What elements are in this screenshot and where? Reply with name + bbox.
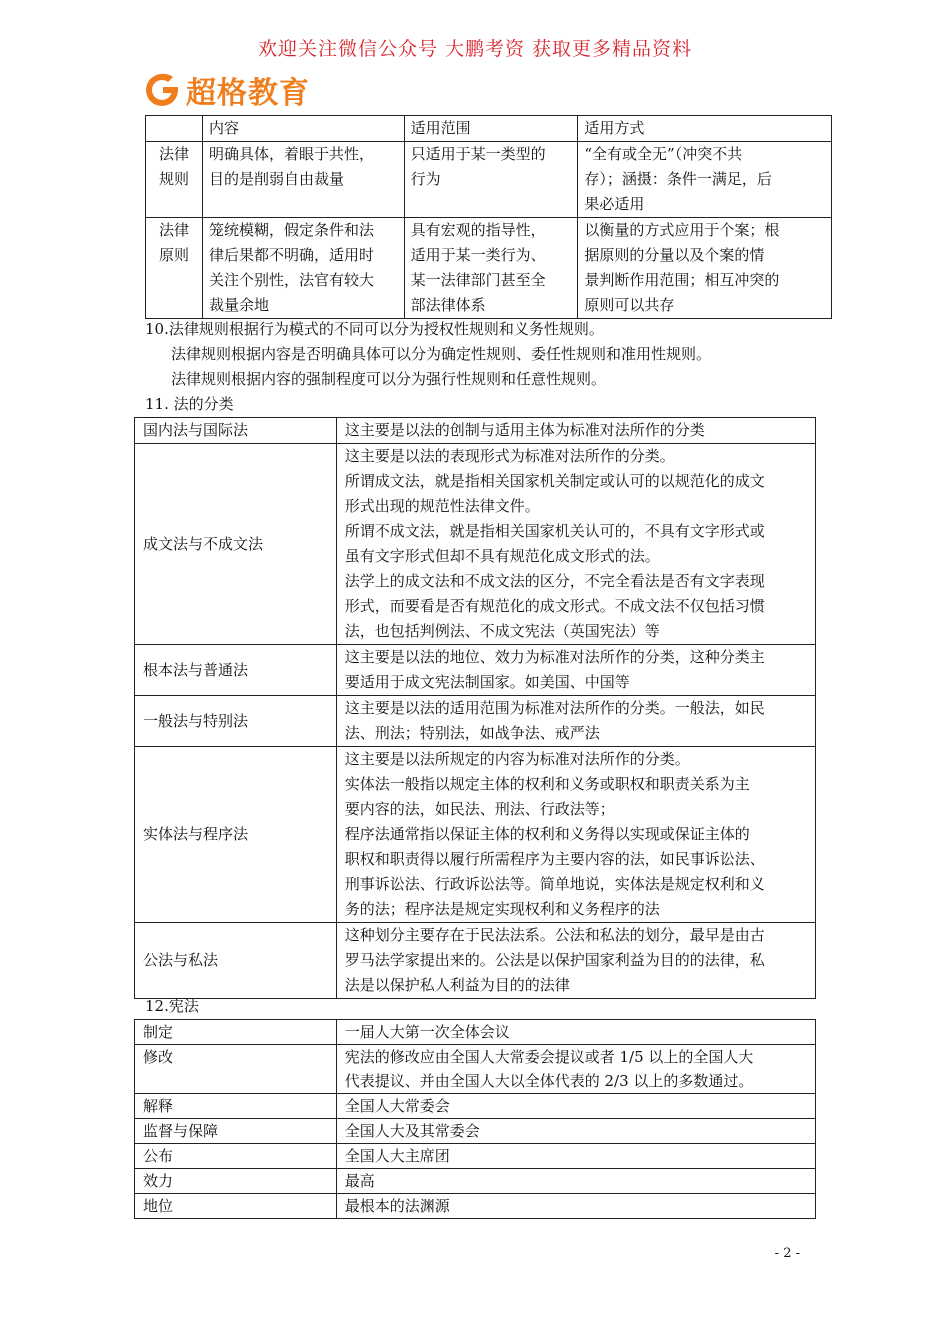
row-label-line: 法律 (158, 221, 189, 239)
constitution-table (134, 1019, 816, 1219)
header-cell: 适用范围 (404, 116, 578, 142)
cell-line: 这主要是以法的地位、效力为标准对法所作的分类，这种分类主 (344, 648, 765, 666)
table-row (135, 747, 816, 923)
table-row (135, 923, 816, 999)
cell-line: 明确具体，着眼于共性， (208, 145, 374, 163)
cell-line: 所谓不成文法，就是指相关国家机关认可的，不具有文字形式或 (344, 522, 765, 540)
logo-text: 超格教育 (186, 76, 310, 111)
row-label-line: 法律 (158, 145, 189, 163)
row-label-line: 原则 (158, 246, 189, 264)
cell-line: 要内容的法，如民法、刑法、行政法等； (344, 800, 615, 818)
cell-line: 务的法；程序法是规定实现权利和义务程序的法 (344, 900, 660, 918)
cell-line: 法，也包括判例法、不成文宪法（英国宪法）等 (344, 622, 660, 640)
cell-line: 实体法一般指以规定主体的权利和义务或职权和职责关系为主 (344, 775, 750, 793)
table-row (135, 444, 816, 645)
section-11-title: 11. 法的分类 (145, 395, 234, 413)
cell-line: 全国人大及其常委会 (344, 1122, 480, 1140)
page-number: - 2 - (774, 1246, 800, 1261)
cell-line: 罗马法学家提出来的。公法是以保护国家利益为目的的法律，私 (344, 951, 765, 969)
rules-principles-table (145, 115, 832, 319)
classification-key: 实体法与程序法 (135, 747, 337, 923)
cell-line: 部法律体系 (410, 296, 486, 314)
classification-key: 根本法与普通法 (135, 645, 337, 696)
cell-line: 关注个别性，法官有较大 (208, 271, 374, 289)
logo (142, 70, 310, 110)
cell-line: 程序法通常指以保证主体的权利和义务得以实现或保证主体的 (344, 825, 750, 843)
cell-line: 这种划分主要存在于民法法系。公法和私法的划分，最早是由古 (344, 926, 765, 944)
constitution-key: 制定 (135, 1020, 337, 1045)
cell-line: 原则可以共存 (584, 296, 675, 314)
cell-line: 刑事诉讼法、行政诉讼法等。简单地说，实体法是规定权利和义 (344, 875, 765, 893)
promo-banner: 欢迎关注微信公众号 大鹏考资 获取更多精品资料 (257, 38, 693, 60)
header-cell: 内容 (202, 116, 404, 142)
constitution-key: 公布 (135, 1144, 337, 1169)
cell-line: “全有或全无”（冲突不共 (584, 145, 743, 163)
constitution-key: 地位 (135, 1194, 337, 1219)
table-row (135, 696, 816, 747)
cell-line: 笼统模糊，假定条件和法 (208, 221, 374, 239)
cell-line: 行为 (410, 170, 441, 188)
section-10-line: 法律规则根据内容是否明确具体可以分为确定性规则、委任性规则和准用性规则。 (171, 345, 712, 363)
cell-line: 最高 (344, 1172, 375, 1190)
cell-line: 律后果都不明确，适用时 (208, 246, 374, 264)
section-10-line: 10.法律规则根据行为模式的不同可以分为授权性规则和义务性规则。 (145, 320, 604, 338)
table-row (146, 218, 832, 319)
g-arrow-logo-icon (142, 70, 182, 110)
cell-line: 最根本的法渊源 (344, 1197, 450, 1215)
cell-line: 适用于某一类行为、 (410, 246, 546, 264)
cell-line: 景判断作用范围；相互冲突的 (584, 271, 780, 289)
cell-line: 裁量余地 (208, 296, 269, 314)
cell-line: 全国人大主席团 (344, 1147, 450, 1165)
classification-key: 国内法与国际法 (135, 418, 337, 444)
table-row (135, 1045, 816, 1094)
cell-line: 全国人大常委会 (344, 1097, 450, 1115)
cell-line: 只适用于某一类型的 (410, 145, 546, 163)
cell-line: 法是以保护私人利益为目的的法律 (344, 976, 570, 994)
cell-line: 形式出现的规范性法律文件。 (344, 497, 540, 515)
cell-line: 虽有文字形式但却不具有规范化成文形式的法。 (344, 547, 660, 565)
constitution-key: 效力 (135, 1169, 337, 1194)
table-row (135, 1169, 816, 1194)
cell-line: 职权和职责得以履行所需程序为主要内容的法，如民事诉讼法、 (344, 850, 765, 868)
cell-line: 所谓成文法，就是指相关国家机关制定或认可的以规范化的成文 (344, 472, 765, 490)
cell-line: 具有宏观的指导性， (410, 221, 546, 239)
cell-line: 以衡量的方式应用于个案；根 (584, 221, 780, 239)
table-row (135, 1194, 816, 1219)
cell-line: 形式，而要看是否有规范化的成文形式。不成文法不仅包括习惯 (344, 597, 765, 615)
table-row (135, 1020, 816, 1045)
constitution-key: 解释 (135, 1094, 337, 1119)
cell-line: 这主要是以法所规定的内容为标准对法所作的分类。 (344, 750, 690, 768)
section-10-line: 法律规则根据内容的强制程度可以分为强行性规则和任意性规则。 (171, 370, 607, 388)
table-row (135, 418, 816, 444)
cell-line: 这主要是以法的创制与适用主体为标准对法所作的分类 (344, 421, 705, 439)
header-cell: 适用方式 (578, 116, 832, 142)
table-row (135, 1094, 816, 1119)
cell-line: 果必适用 (584, 195, 645, 213)
cell-line: 存）；涵摄：条件一满足，后 (584, 170, 772, 188)
cell-line: 这主要是以法的表现形式为标准对法所作的分类。 (344, 447, 675, 465)
cell-line: 据原则的分量以及个案的情 (584, 246, 765, 264)
cell-line: 法学上的成文法和不成文法的区分，不完全看法是否有文字表现 (344, 572, 765, 590)
law-classification-table (134, 417, 816, 999)
constitution-key: 监督与保障 (135, 1119, 337, 1144)
table-row (135, 1144, 816, 1169)
constitution-key: 修改 (135, 1045, 337, 1094)
cell-line: 某一法律部门甚至全 (410, 271, 546, 289)
row-label-line: 规则 (158, 170, 189, 188)
section-12-title: 12.宪法 (145, 997, 199, 1015)
cell-line: 宪法的修改应由全国人大常委会提议或者 1/5 以上的全国人大 (344, 1048, 754, 1066)
classification-key: 公法与私法 (135, 923, 337, 999)
cell-line: 要适用于成文宪法制国家。如美国、中国等 (344, 673, 630, 691)
header-cell (146, 116, 203, 142)
cell-line: 目的是削弱自由裁量 (208, 170, 344, 188)
table-row (135, 1119, 816, 1144)
table-row (135, 645, 816, 696)
cell-line: 这主要是以法的适用范围为标准对法所作的分类。一般法，如民 (344, 699, 765, 717)
table-header-row (146, 116, 832, 142)
table-row (146, 142, 832, 218)
classification-key: 成文法与不成文法 (135, 444, 337, 645)
cell-line: 法、刑法；特别法，如战争法、戒严法 (344, 724, 600, 742)
cell-line: 一届人大第一次全体会议 (344, 1023, 510, 1041)
cell-line: 代表提议、并由全国人大以全体代表的 2/3 以上的多数通过。 (344, 1072, 754, 1090)
classification-key: 一般法与特别法 (135, 696, 337, 747)
